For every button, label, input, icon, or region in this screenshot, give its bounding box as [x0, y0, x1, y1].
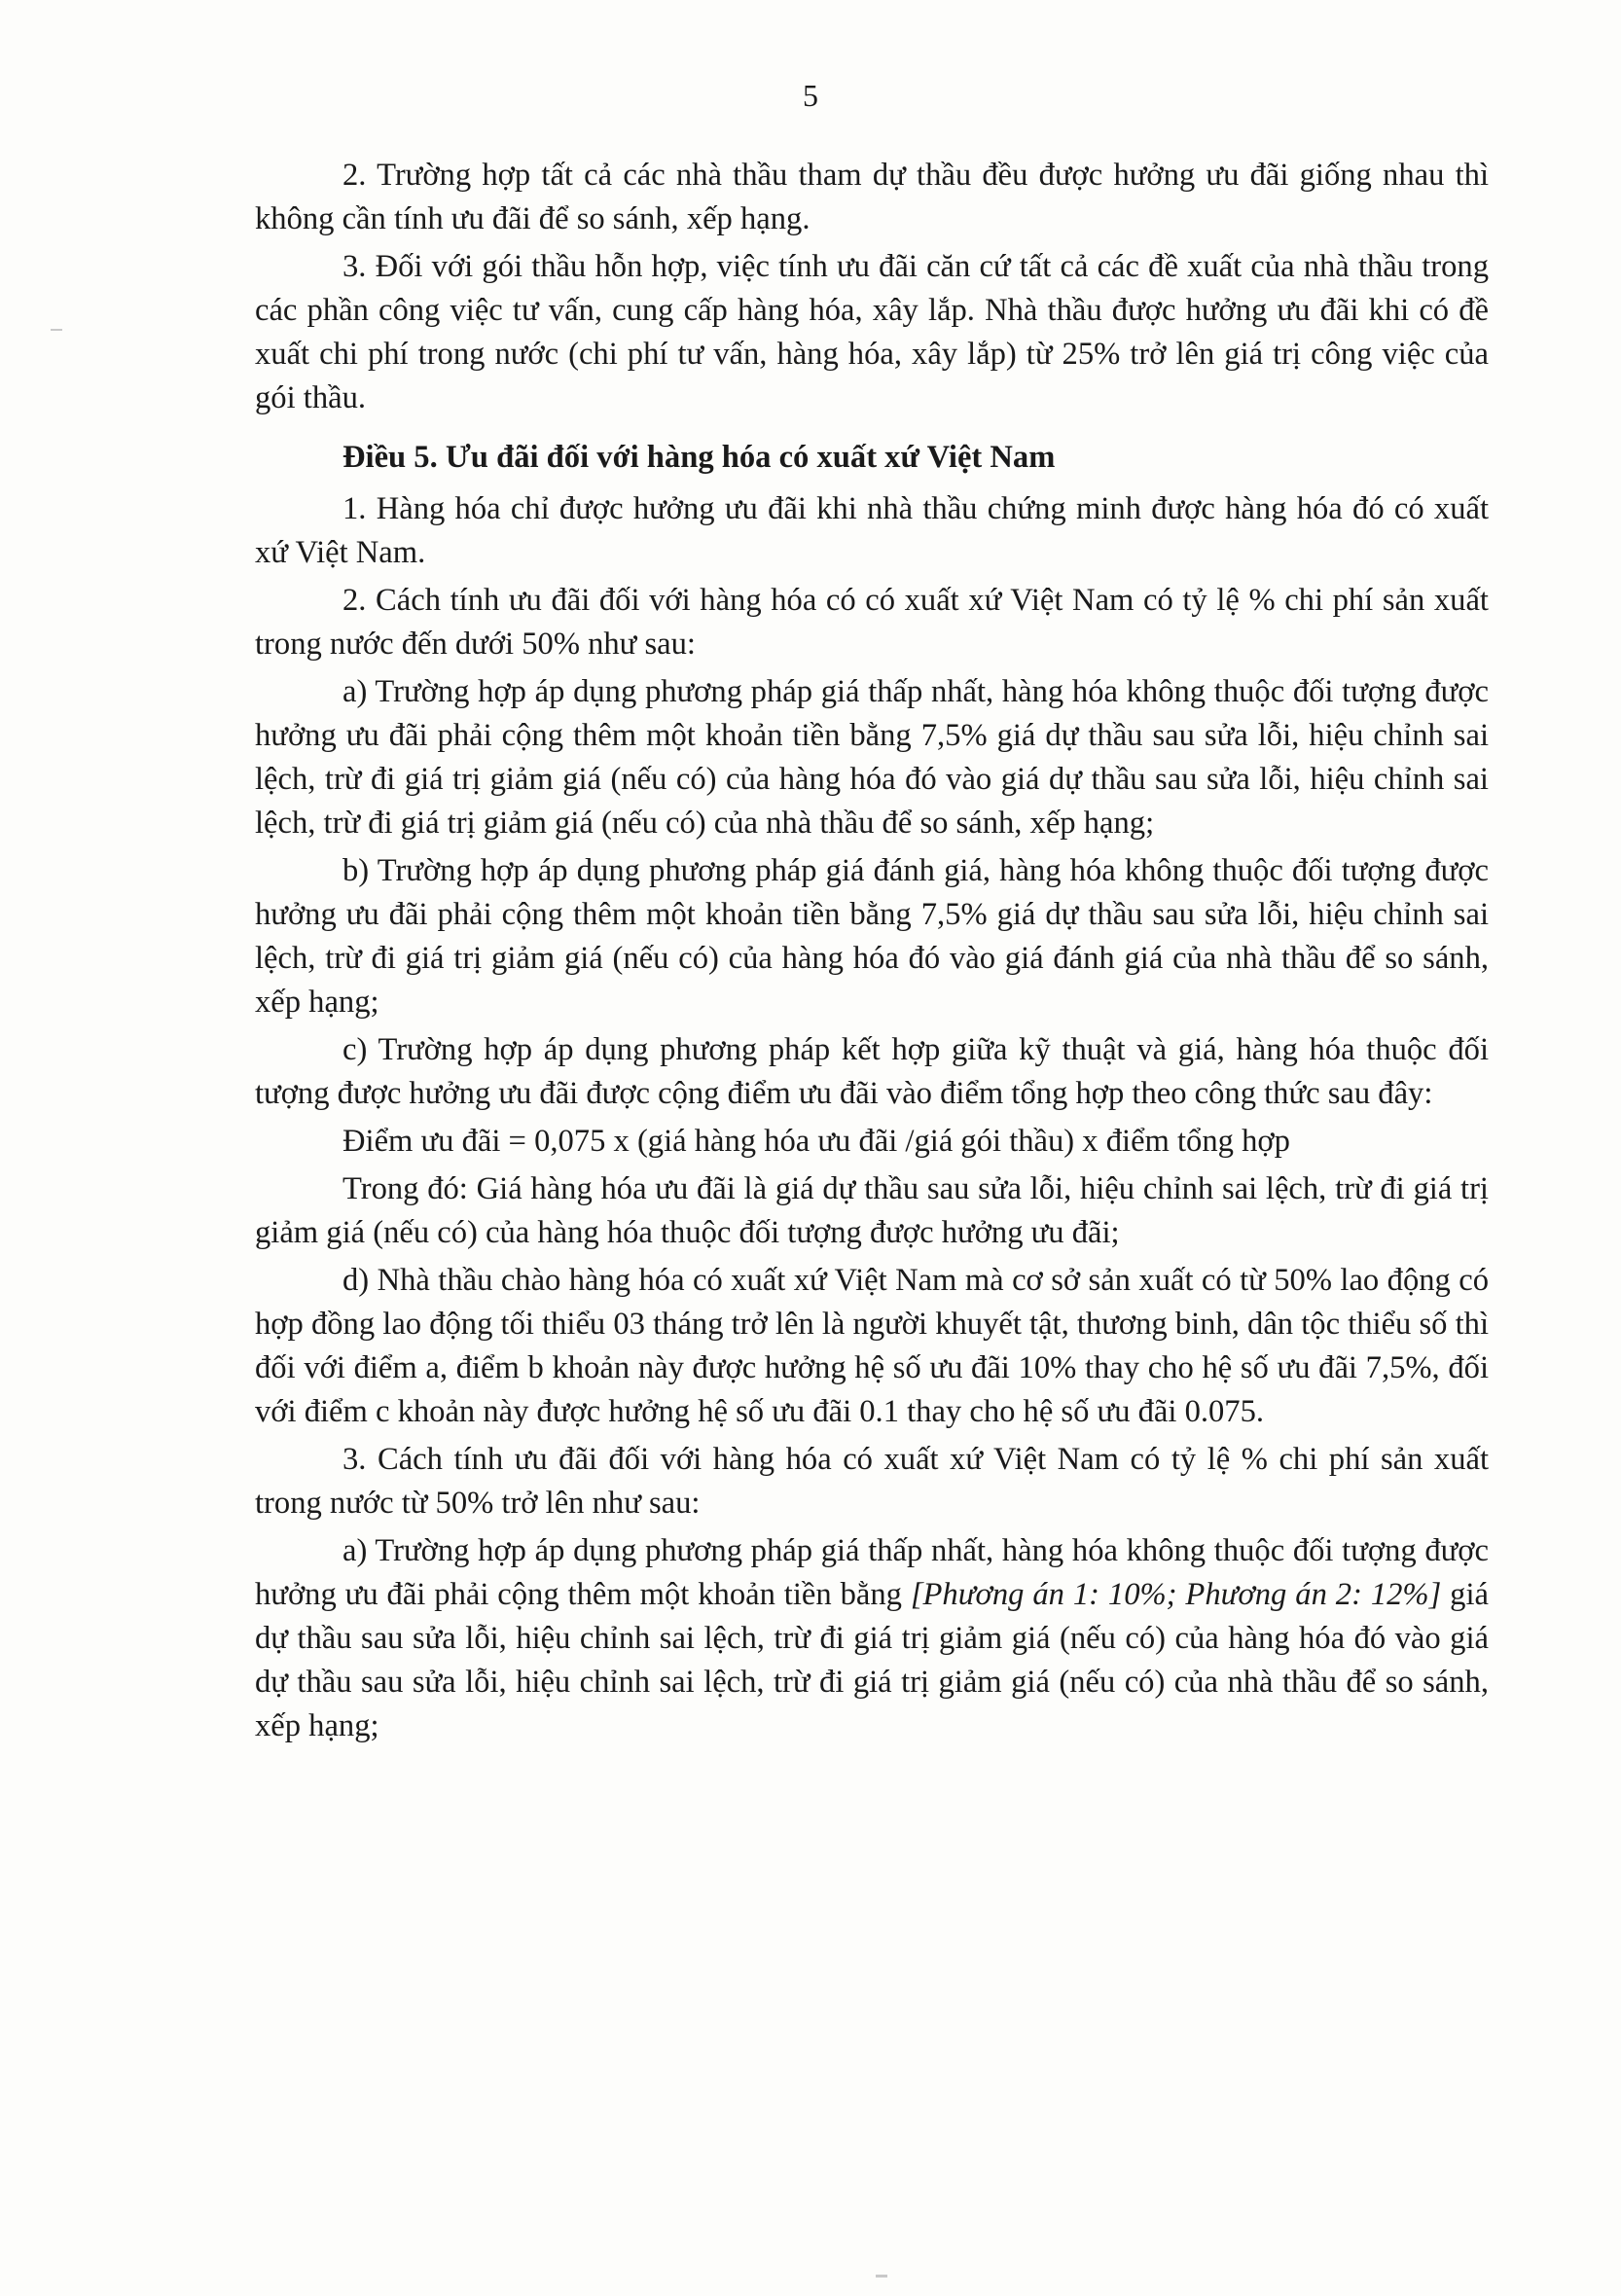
- formula: Điểm ưu đãi = 0,075 x (giá hàng hóa ưu đãi /giá gói thầu) x điểm tổng hợp: [342, 1124, 1290, 1159]
- paragraph-4: 2. Cách tính ưu đãi đối với hàng hóa có có xuất xứ Việt Nam có tỷ lệ % chi phí sản xuất trong nước đến dưới 50% như sau:: [255, 583, 1489, 662]
- document-body: [255, 154, 1489, 1752]
- scan-mark: [876, 2275, 887, 2278]
- paragraph-10: 3. Cách tính ưu đãi đối với hàng hóa có xuất xứ Việt Nam có tỷ lệ % chi phí sản xuất trong nước từ 50% trở lên như sau:: [255, 1442, 1489, 1521]
- paragraph-8: Trong đó: Giá hàng hóa ưu đãi là giá dự thầu sau sửa lỗi, hiệu chỉnh sai lệch, trừ đi giá trị giảm giá (nếu có) của hàng hóa thuộc đối tượng được hưởng ưu đãi;: [255, 1171, 1489, 1250]
- paragraph-1: 2. Trường hợp tất cả các nhà thầu tham dự thầu đều được hưởng ưu đãi giống nhau thì không cần tính ưu đãi để so sánh, xếp hạng.: [255, 158, 1489, 236]
- paragraph-11: [255, 1529, 1489, 1748]
- scan-mark: [51, 329, 62, 331]
- paragraph-9: d) Nhà thầu chào hàng hóa có xuất xứ Việt Nam mà cơ sở sản xuất có từ 50% lao động có hợp đồng lao động tối thiểu 03 tháng trở lên là người khuyết tật, thương binh, dân tộc thiểu số thì đối với điểm a, điểm b khoản này được hưởng hệ số ưu đãi 10% thay cho hệ số ưu đãi 7,5%, đối với điểm c khoản này được hưởng hệ số ưu đãi 0.1 thay cho hệ số ưu đãi 0.075.: [255, 1263, 1489, 1429]
- paragraph-5: a) Trường hợp áp dụng phương pháp giá thấp nhất, hàng hóa không thuộc đối tượng được hưởng ưu đãi phải cộng thêm một khoản tiền bằng 7,5% giá dự thầu sau sửa lỗi, hiệu chỉnh sai lệch, trừ đi giá trị giảm giá (nếu có) của hàng hóa đó vào giá dự thầu sau sửa lỗi, hiệu chỉnh sai lệch, trừ đi giá trị giảm giá (nếu có) của nhà thầu để so sánh, xếp hạng;: [255, 674, 1489, 841]
- paragraph-2: 3. Đối với gói thầu hỗn hợp, việc tính ưu đãi căn cứ tất cả các đề xuất của nhà thầu trong các phần công việc tư vấn, cung cấp hàng hóa, xây lắp. Nhà thầu được hưởng ưu đãi khi có đề xuất chi phí trong nước (chi phí tư vấn, hàng hóa, xây lắp) từ 25% trở lên giá trị công việc của gói thầu.: [255, 249, 1489, 415]
- paragraph-6: b) Trường hợp áp dụng phương pháp giá đánh giá, hàng hóa không thuộc đối tượng được hưởng ưu đãi phải cộng thêm một khoản tiền bằng 7,5% giá dự thầu sau sửa lỗi, hiệu chỉnh sai lệch, trừ đi giá trị giảm giá (nếu có) của hàng hóa đó vào giá đánh giá của nhà thầu để so sánh, xếp hạng;: [255, 853, 1489, 1020]
- paragraph-7: c) Trường hợp áp dụng phương pháp kết hợp giữa kỹ thuật và giá, hàng hóa thuộc đối tượng được hưởng ưu đãi được cộng điểm ưu đãi vào điểm tổng hợp theo công thức sau đây:: [255, 1032, 1489, 1111]
- paragraph-11-start: a) Trường hợp áp dụng phương pháp giá thấp nhất, hàng hóa không thuộc đối tượng được hưởng ưu đãi phải cộng thêm một khoản tiền bằng: [255, 1533, 1489, 1612]
- paragraph-3: 1. Hàng hóa chỉ được hưởng ưu đãi khi nhà thầu chứng minh được hàng hóa đó có xuất xứ Việt Nam.: [255, 491, 1489, 570]
- article-heading: Điều 5. Ưu đãi đối với hàng hóa có xuất xứ Việt Nam: [342, 440, 1056, 475]
- paragraph-11-end: giá dự thầu sau sửa lỗi, hiệu chỉnh sai lệch, trừ đi giá trị giảm giá (nếu có) của hàng hóa đó vào giá dự thầu sau sửa lỗi, hiệu chỉnh sai lệch, trừ đi giá trị giảm giá (nếu có) của nhà thầu để so sánh, xếp hạng;: [255, 1577, 1489, 1743]
- paragraph-11-options: [Phương án 1: 10%; Phương án 2: 12%]: [910, 1577, 1442, 1612]
- page-number: 5: [803, 78, 818, 113]
